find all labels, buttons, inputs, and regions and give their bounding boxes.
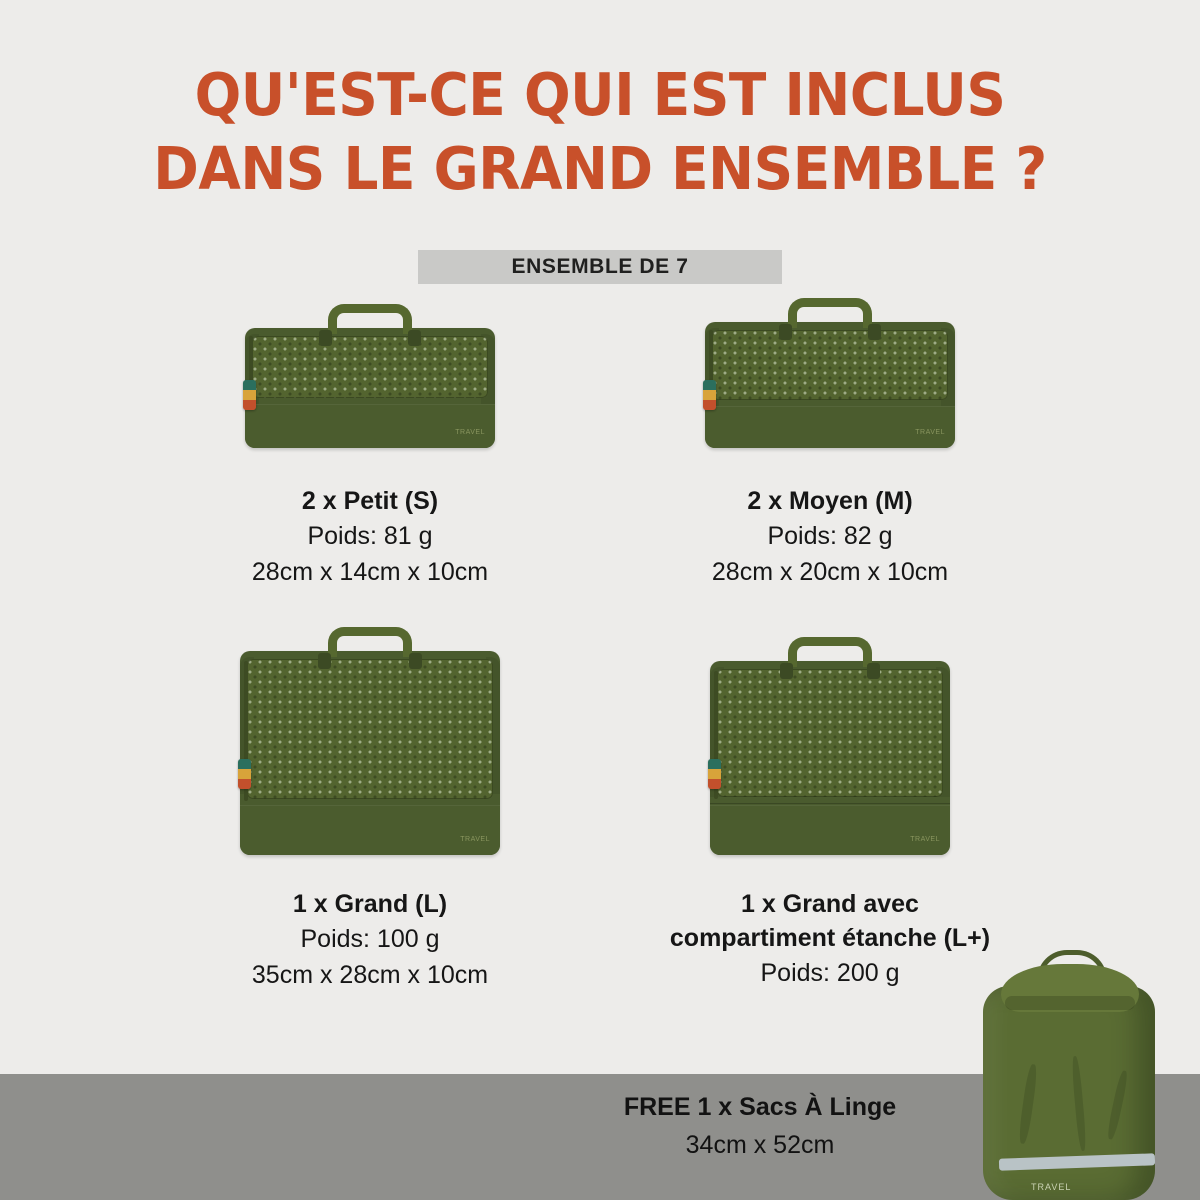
- brand-tag: TRAVEL: [910, 836, 940, 843]
- item-title-line-1: 1 x Grand avec: [741, 890, 919, 918]
- item-dimensions: 35cm x 28cm x 10cm: [251, 961, 489, 989]
- item-title-line-2: compartiment étanche (L+): [669, 924, 991, 952]
- brand-tag: TRAVEL: [460, 836, 490, 843]
- set-size-badge-label: ENSEMBLE DE 7: [511, 255, 689, 278]
- brand-tag: TRAVEL: [455, 429, 485, 436]
- item-weight: Poids: 81 g: [307, 522, 433, 550]
- set-size-badge: [418, 250, 782, 284]
- mesh-panel: [712, 330, 948, 400]
- bottom-fabric-band: [705, 406, 955, 448]
- packing-cube-large-waterproof-image: [710, 625, 950, 855]
- footer-caption-line-1: FREE 1 x Sacs À Linge: [623, 1093, 897, 1121]
- packing-cube-medium: [705, 322, 955, 448]
- item-weight: Poids: 100 g: [300, 925, 440, 953]
- cinch-shadow: [1005, 996, 1135, 1010]
- page-title-line-1: QU'EST-CE QUI EST INCLUS: [194, 60, 1006, 129]
- mesh-panel: [252, 336, 488, 398]
- handle-tab-left: [318, 653, 331, 669]
- footer-caption: [520, 1088, 1000, 1164]
- bottom-fabric-band: [710, 805, 950, 855]
- packing-cube-small: [245, 328, 495, 448]
- mesh-panel: [717, 669, 943, 797]
- packing-cube-large-waterproof: [710, 661, 950, 855]
- mesh-panel: [247, 659, 493, 799]
- handle-icon: [328, 627, 412, 657]
- handle-tab-right: [409, 653, 422, 669]
- item-grand-l: [140, 625, 600, 993]
- laundry-bag-image: [975, 950, 1165, 1200]
- packing-cube-small-image: [245, 300, 495, 450]
- item-title: 2 x Moyen (M): [747, 487, 913, 515]
- item-dimensions: 28cm x 20cm x 10cm: [711, 558, 949, 586]
- handle-tab-right: [868, 324, 881, 340]
- item-moyen-m: [600, 300, 1060, 590]
- fabric-fold: [1106, 1070, 1129, 1140]
- brand-logo: TRAVEL: [1031, 1182, 1072, 1192]
- handle-tab-right: [408, 330, 421, 346]
- fabric-fold: [1017, 1064, 1038, 1145]
- bottom-fabric-band: [245, 404, 495, 448]
- item-petit-s: [140, 300, 600, 590]
- packing-cube-large-image: [240, 625, 500, 855]
- handle-tab-left: [780, 663, 793, 679]
- item-grand-etanche-lplus: [600, 625, 1060, 991]
- fabric-fold: [1071, 1056, 1087, 1151]
- footer-caption-line-2: 34cm x 52cm: [685, 1131, 835, 1159]
- item-title: 1 x Grand (L): [292, 890, 448, 918]
- zipper-pull: [703, 380, 716, 410]
- page-title-line-2: DANS LE GRAND ENSEMBLE ?: [153, 134, 1047, 203]
- zipper-pull: [243, 380, 256, 410]
- item-dimensions: 28cm x 14cm x 10cm: [251, 558, 489, 586]
- item-title: 2 x Petit (S): [301, 487, 439, 515]
- handle-tab-left: [779, 324, 792, 340]
- packing-cube-medium-image: [705, 300, 955, 450]
- zipper-pull: [238, 759, 251, 789]
- zipper-pull: [708, 759, 721, 789]
- seam-line: [710, 803, 950, 804]
- handle-icon: [328, 304, 412, 334]
- handle-icon: [788, 298, 872, 328]
- laundry-bag-body: [983, 986, 1155, 1200]
- item-weight: Poids: 200 g: [760, 959, 900, 987]
- page-title: [42, 58, 1158, 206]
- bottom-fabric-band: [240, 805, 500, 855]
- reflective-strip: [999, 1153, 1155, 1170]
- packing-cube-large: [240, 651, 500, 855]
- brand-tag: TRAVEL: [915, 429, 945, 436]
- item-weight: Poids: 82 g: [767, 522, 893, 550]
- handle-tab-left: [319, 330, 332, 346]
- handle-icon: [788, 637, 872, 667]
- handle-tab-right: [867, 663, 880, 679]
